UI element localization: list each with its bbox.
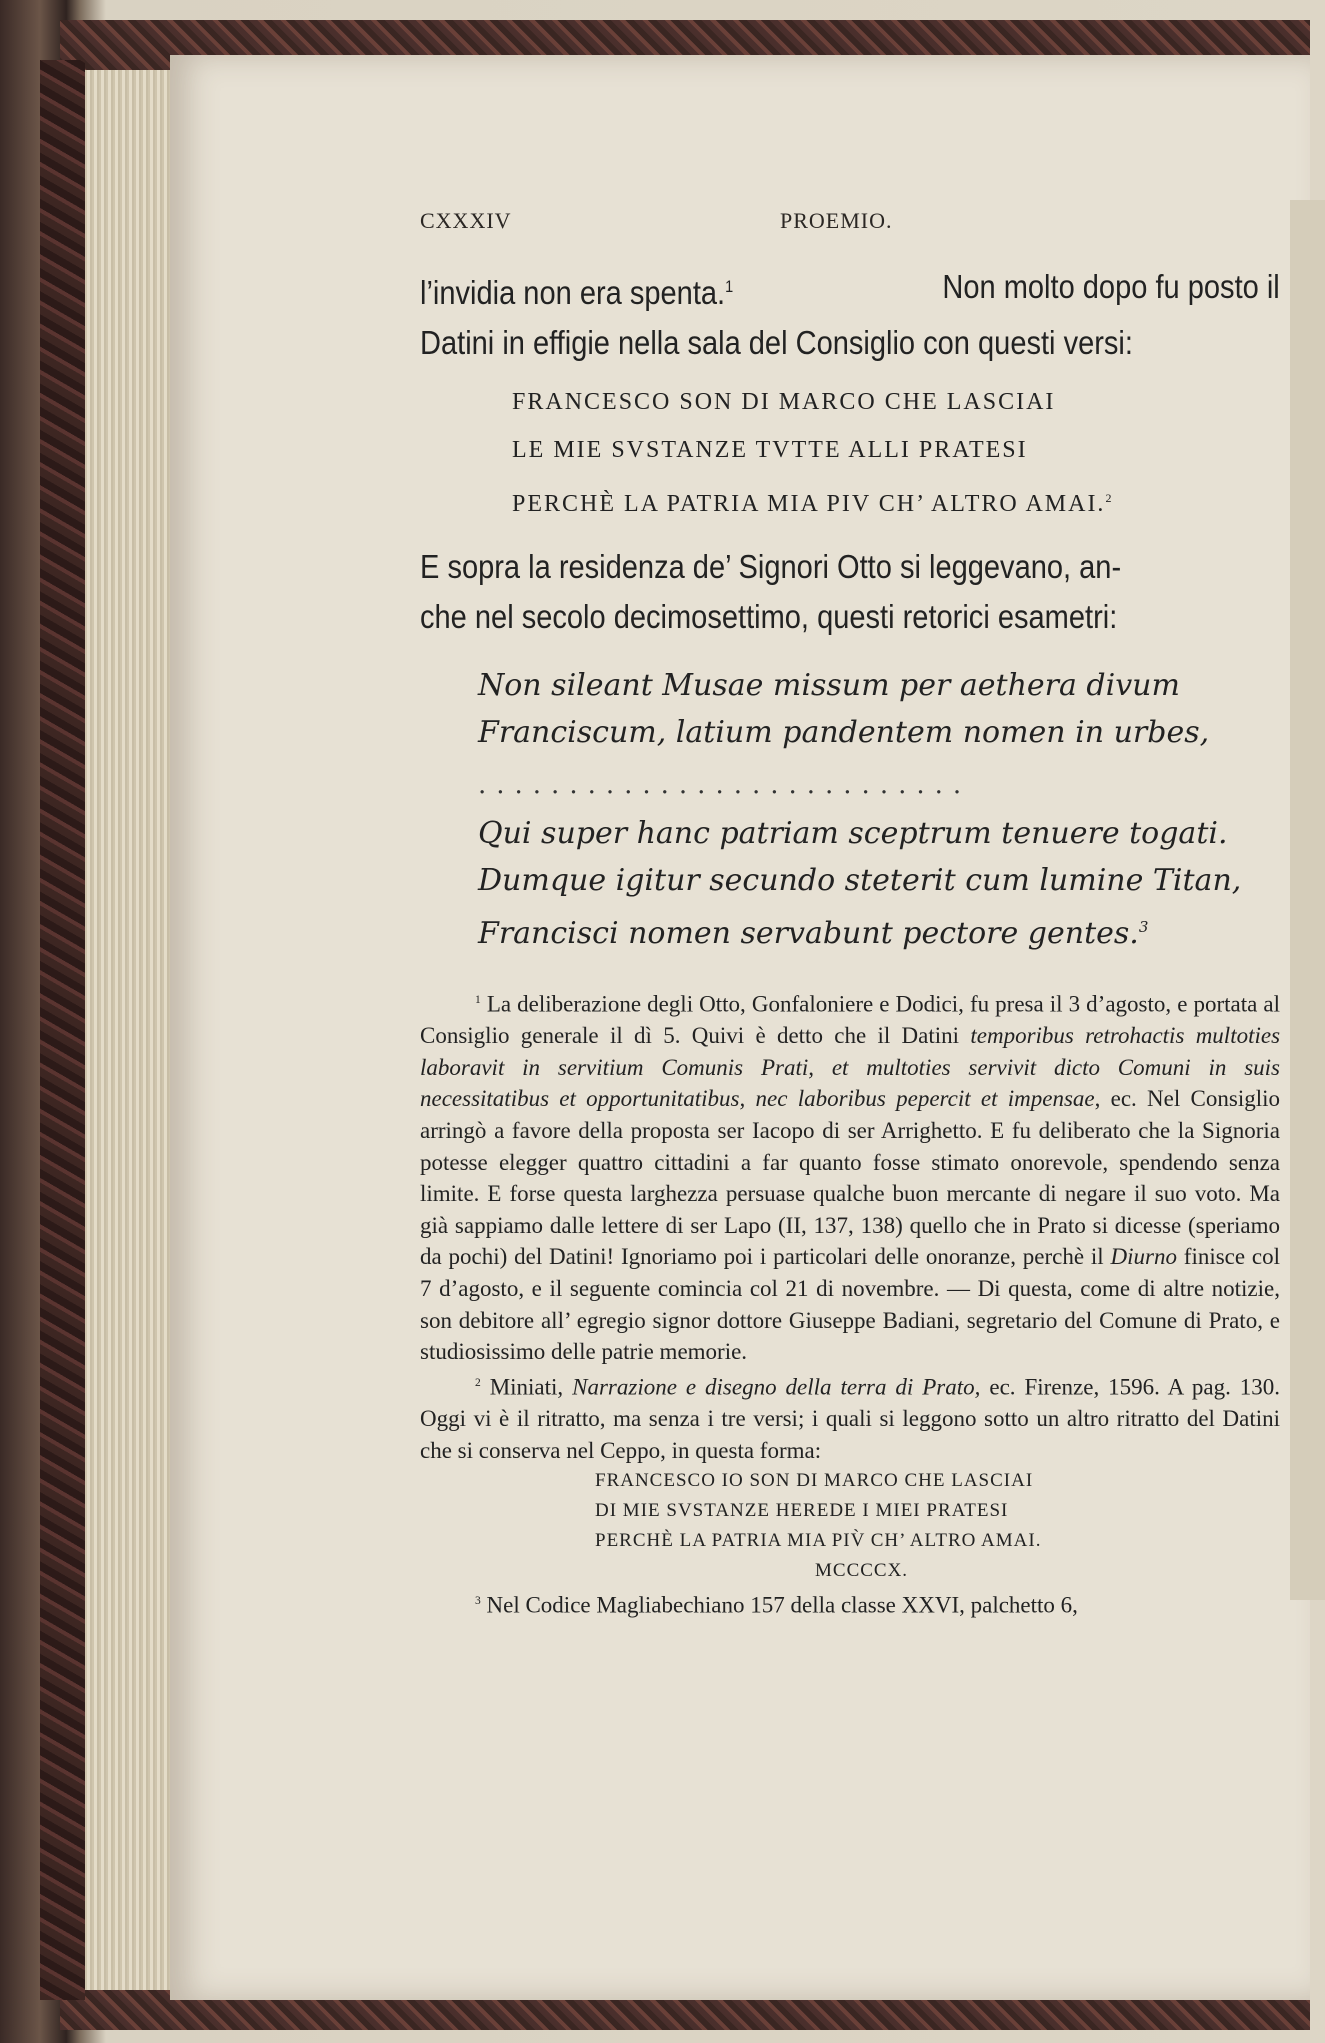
verse-line: PERCHÈ LA PATRIA MIA PIV CH’ ALTRO AMAI. [512,491,1106,517]
running-head [420,208,1280,238]
latin-line: Qui super hanc patriam sceptrum tenuere togati. [478,816,1228,851]
footnote-ref: 2 [1105,491,1114,505]
footnote-2: $^2$ Miniati, Narrazione e disegno della terra di Prato, ec. Firenze, 1596. A pag. 130. Oggi vi è il ritratto, ma senza i tre versi; i quali si leggono sotto un altro ritratto del Datini che si conserva nel Ceppo, in questa forma: [420,1374,1281,1463]
body-line: Non molto dopo fu posto il [942,268,1280,305]
body-line: che nel secolo decimosettimo, questi retorici esametri: [420,598,1118,635]
latin-verse-a [478,662,1209,756]
body-paragraph-2 [420,542,1177,642]
latin-line: Francisci nomen servabunt pectore gentes. [478,916,1139,951]
latin-verse-b [478,810,1241,957]
body-line: Datini in effigie nella sala del Consiglio con questi versi: [420,324,1133,361]
book-spine-board [40,60,85,2000]
footnote-verse: FRANCESCO IO SON DI MARCO CHE LASCIAI DI MIE SVSTANZE HEREDE I MIEI PRATESI PERCHÈ LA PATRIA MIA PIV̀ CH’ ALTRO AMAI. MCCCCX. [595,1470,1042,1582]
facing-page-strip [1290,200,1325,1600]
page-folio: CXXXIV [420,208,512,233]
ellipsis-dots: ........................... [478,770,972,800]
verse-line: FRANCESCO SON DI MARCO CHE LASCIAI [512,389,1056,415]
latin-line: Dumque igitur secundo steterit cum lumine Titan, [478,863,1242,898]
footnote-3: $^3$ Nel Codice Magliabechiano 157 della classe XXVI, palchetto 6, [475,1592,1078,1618]
body-line: E sopra la residenza de’ Signori Otto si leggevano, an- [420,548,1122,585]
page-block-edge [85,70,180,1990]
footnote-ref: 1 [725,278,734,296]
running-title: PROEMIO. [780,208,893,233]
footnotes [420,985,1280,1621]
body-paragraph-1 [420,262,1280,368]
footnote-ref: 3 [1138,918,1149,936]
footnote-mark: 1 [475,994,481,1006]
footnote-mark: 2 [475,1376,481,1389]
latin-line: Non sileant Musae missum per aethera divum [478,668,1180,703]
verse-line: LE MIE SVSTANZE TVTTE ALLI PRATESI [512,437,1028,463]
footnote-1: $^1$ La deliberazione degli Otto, Gonfaloniere e Dodici, fu presa il 3 d’agosto, e portata al Consiglio generale il dì 5. Quivi è detto che il Datini temporibus retrohactis multoties laboravit in servitium Comunis Prati, et multoties servivit dicto Comuni in suis necessitatibus et opportunitatibus, nec laboribus pepercit et impensae, ec. Nel Consiglio arringò a favore della proposta ser Iacopo di ser Arrighetto. E fu deliberato che la Signoria potesse elegger quattro cittadini a far quanto fosse stimato onorevole, spendendo senza limite. E forse questa larghezza persuase qualche buon mercante di negare il suo voto. Ma già sappiamo dalle lettere di ser Lapo (II, 137, 138) quello che in Prato si dicesse (speriamo da pochi) del Datini! Ignoriamo poi i particolari delle onoranze, perchè il Diurno finisce col 7 d’agosto, e il seguente comincia col 21 di novembre. — Di questa, come di altre notizie, son debitore all’ egregio signor dottore Giuseppe Badiani, segretario del Comune di Prato, e studiosissimo delle patrie memorie. [420,991,1281,1365]
verse-year: MCCCCX. [815,1560,909,1582]
latin-line: Franciscum, latium pandentem nomen in urbes, [478,715,1210,750]
italian-verse [512,378,1113,528]
body-line: l’invidia non era spenta. [420,274,726,311]
footnote-mark: 3 [475,1595,481,1608]
